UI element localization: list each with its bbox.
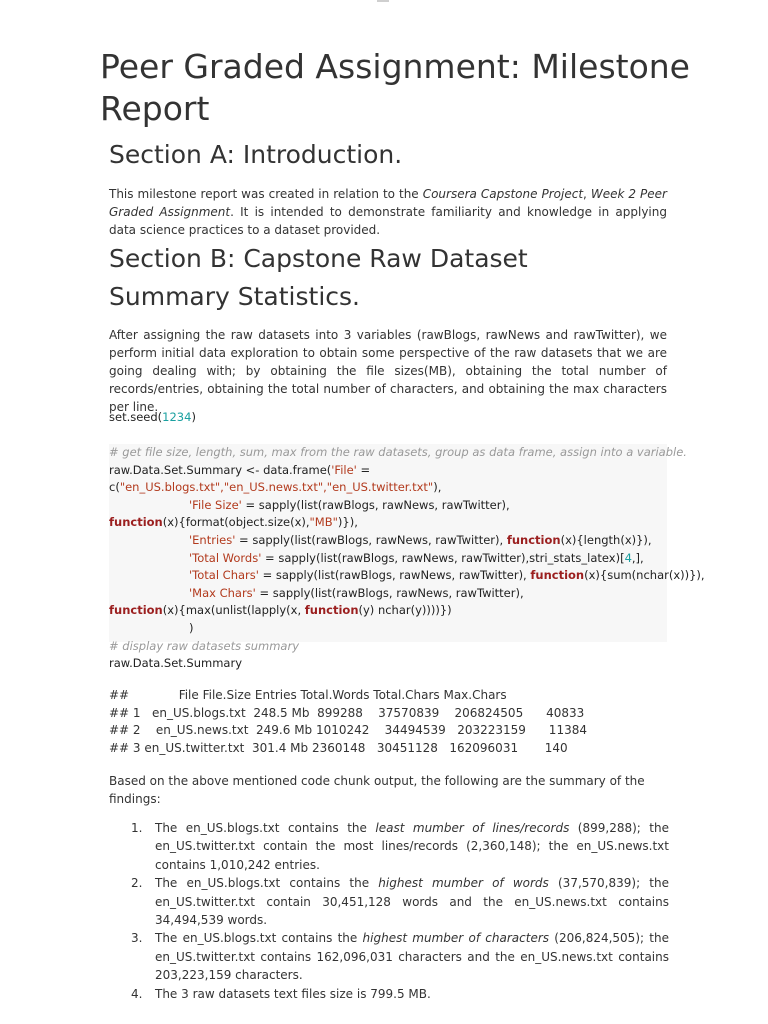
code-line (109, 567, 705, 585)
code-line (109, 444, 687, 462)
code-line (109, 514, 667, 532)
code-token: = sapply(list(rawBlogs, rawNews, rawTwitter),stri_stats_latex)[ (261, 550, 625, 565)
list-item (109, 929, 669, 984)
list-item (109, 819, 669, 874)
page-title: Peer Graded Assignment: Milestone Report (100, 47, 690, 128)
text-span: (206,824,505); the en_US.twitter.txt contains 162,096,031 characters and the en_US.news.txt contains 203,223,159 characters. (155, 931, 669, 983)
code-token: = sapply(list(rawBlogs, rawNews, rawTwitter), (255, 585, 524, 600)
code-line (109, 620, 667, 638)
page-top-marker (377, 0, 389, 2)
text-span: (37,570,839); the en_US.twitter.txt contain 30,451,128 words and the en_US.news.txt contains 34,494,539 words. (155, 876, 670, 928)
output-row: ## 2 en_US.news.txt 249.6 Mb 1010242 34494539 203223159 11384 (109, 723, 587, 738)
emphasis-assignment: Week 2 Peer Graded Assignment (109, 187, 667, 219)
code-token: = (356, 462, 371, 477)
list-number: 1. (131, 821, 143, 835)
output-header: ## File File.Size Entries Total.Words Total.Chars Max.Chars (109, 688, 507, 702)
code-string: 'Total Chars' (189, 568, 259, 583)
code-string: 'Total Words' (189, 550, 262, 565)
code-number: 1234 (162, 410, 192, 424)
code-token: c( (109, 480, 120, 495)
code-comment: # display raw datasets summary (109, 638, 300, 653)
code-token: ) (191, 410, 196, 424)
list-number: 4. (131, 986, 143, 1001)
section-a-heading: Section A: Introduction. (109, 140, 403, 169)
code-token: raw.Data.Set.Summary <- data.frame( (109, 462, 332, 477)
code-line (109, 638, 667, 656)
code-output (109, 687, 587, 757)
text-span: The en_US.blogs.txt contains the (155, 931, 363, 946)
list-number: 2. (131, 876, 143, 891)
text-span: , (583, 187, 591, 201)
code-line (109, 585, 667, 603)
code-token: )}), (337, 515, 358, 530)
code-token: (x){max(unlist(lapply(x, (162, 603, 305, 618)
code-string: "en_US.blogs.txt","en_US.news.txt","en_US.twitter.txt" (119, 480, 434, 495)
code-token: (x){sum(nchar(x))}), (584, 568, 705, 583)
code-keyword: function (109, 603, 163, 618)
code-line (109, 532, 667, 550)
code-keyword: function (506, 532, 561, 547)
text-span: This milestone report was created in relation to the (109, 187, 423, 201)
code-line (109, 655, 667, 673)
code-keyword: function (530, 568, 585, 583)
text-span: (899,288); the en_US.twitter.txt contain the most lines/records (2,360,148); the en_US.news.txt contains 1,010,242 entries. (155, 821, 669, 872)
code-set-seed (109, 409, 667, 427)
emphasis-course: Coursera Capstone Project (422, 187, 584, 201)
code-line (109, 462, 667, 480)
code-token: = sapply(list(rawBlogs, rawNews, rawTwitter), (241, 497, 510, 512)
text-span: The en_US.blogs.txt contains the (155, 821, 376, 835)
code-string: "MB" (309, 515, 338, 530)
code-token: raw.Data.Set.Summary (109, 656, 243, 671)
code-keyword: function (109, 515, 163, 530)
output-row: ## 1 en_US.blogs.txt 248.5 Mb 899288 37570839 206824505 40833 (109, 705, 585, 720)
section-a-paragraph (109, 185, 667, 239)
text-span: . It is intended to demonstrate familiarity and knowledge in applying data science practices to a dataset provided. (109, 205, 667, 237)
list-item (109, 874, 669, 929)
output-row: ## 3 en_US.twitter.txt 301.4 Mb 2360148 30451128 162096031 140 (109, 740, 568, 755)
emphasis-text: highest mumber of words (378, 876, 549, 891)
code-token: = sapply(list(rawBlogs, rawNews, rawTwitter), (235, 532, 507, 547)
emphasis-text: highest mumber of characters (362, 931, 550, 946)
code-line (109, 550, 667, 568)
text-span: The 3 raw datasets text files size is 799.5 MB. (155, 986, 431, 1001)
code-string: 'File' (331, 462, 357, 477)
code-block (109, 444, 705, 673)
findings-intro: Based on the above mentioned code chunk output, the following are the summary of the findings: (109, 774, 645, 806)
code-line (109, 497, 667, 515)
code-token: ,], (631, 550, 644, 565)
text-span: The en_US.blogs.txt contains the (155, 876, 379, 891)
list-item (109, 985, 669, 1003)
code-token: ) (189, 620, 194, 635)
code-token: ), (433, 480, 442, 495)
section-b-paragraph: After assigning the raw datasets into 3 variables (rawBlogs, rawNews and rawTwitter), we perform initial data exploration to obtain some perspective of the raw datasets that we are going dealing with; by obtaining the file sizes(MB), obtaining the total number of records/entries, obtaining the total number of characters, and obtaining the max characters per line. (109, 328, 667, 414)
code-string: 'Max Chars' (189, 585, 256, 600)
code-token: (x){format(object.size(x), (162, 515, 310, 530)
findings-list (109, 819, 669, 1003)
code-comment: # get file size, length, sum, max from the raw datasets, group as data frame, assign into a variable. (109, 445, 687, 459)
code-keyword: function (304, 603, 359, 618)
code-string: 'File Size' (189, 497, 242, 512)
code-token: = sapply(list(rawBlogs, rawNews, rawTwitter), (258, 568, 531, 583)
code-line (109, 479, 667, 497)
section-b-heading: Section B: Capstone Raw Dataset Summary Statistics. (109, 244, 528, 311)
code-line (109, 602, 667, 620)
emphasis-text: least mumber of lines/records (375, 821, 570, 835)
code-token: (x){length(x)}), (560, 532, 652, 547)
code-token: set.seed( (109, 410, 163, 424)
code-string: 'Entries' (189, 532, 236, 547)
list-number: 3. (131, 931, 143, 946)
code-number: 4 (624, 550, 632, 565)
code-token: (y) nchar(y))))}) (358, 603, 452, 618)
